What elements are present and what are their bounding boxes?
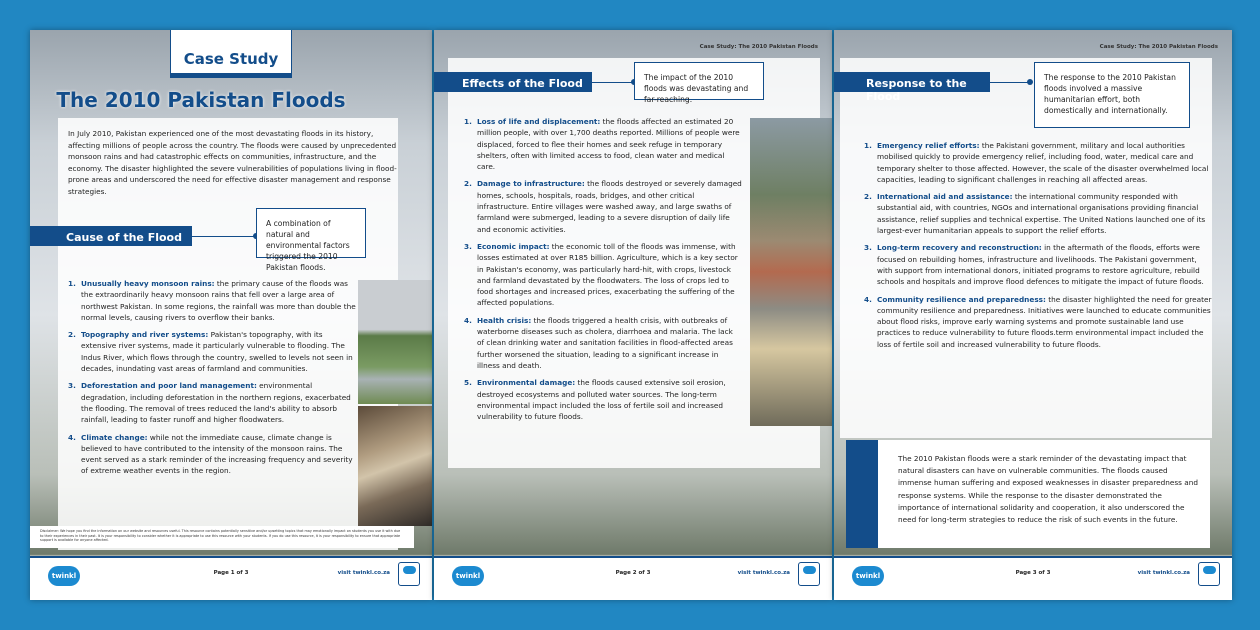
page-number: Page 2 of 3: [615, 570, 651, 576]
quality-badge-icon: [1198, 562, 1220, 586]
item-text: the disaster highlighted the need for greater community resilience and preparedness. Initiatives were launched to educate communities about flood risks, improve early warning systems and promote sustainable land use practices to reduce vulnerability to future floods.term environmental impact included the loss of fertile soil and increased vulnerability to future floods.: [877, 294, 1212, 349]
torrent-photo: [358, 406, 432, 526]
quality-badge-icon: [398, 562, 420, 586]
item-heading: Topography and river systems:: [81, 330, 209, 340]
callout-box: A combination of natural and environmental factors triggered the 2010 Pakistan floods.: [256, 208, 366, 258]
flood-walkers-photo: [358, 280, 432, 404]
conclusion-accent: [846, 440, 878, 548]
intro-text: In July 2010, Pakistan experienced one of the most devastating floods in its history, affecting millions of people across the country. The floods were caused by unprecedented monsoon rains and had catastrophic effects on communities, infrastructure, and the economy. The disaster highlighted the severe vulnerabilities of populations living in flood-prone areas and underscored the need for effective disaster management and response strategies.: [68, 129, 397, 196]
page-number: Page 3 of 3: [1015, 570, 1051, 576]
list-item: [864, 191, 1214, 236]
list-item: [68, 278, 360, 323]
page-title: The 2010 Pakistan Floods: [56, 88, 346, 112]
page-footer: [834, 556, 1232, 600]
response-list: [864, 140, 1214, 356]
page-footer: [434, 556, 832, 600]
list-item: [864, 294, 1214, 350]
flooded-village-photo: [750, 118, 832, 426]
list-item: [68, 329, 360, 374]
callout-box: The response to the 2010 Pakistan floods involved a massive humanitarian effort, both domestically and internationally.: [1034, 62, 1190, 128]
quality-badge-icon: [798, 562, 820, 586]
item-number: 3.: [464, 241, 472, 251]
connector-dot: [1027, 79, 1033, 85]
item-heading: Climate change:: [81, 432, 148, 442]
item-number: 2.: [464, 179, 472, 189]
list-item: [464, 241, 742, 309]
item-number: 5.: [464, 378, 472, 388]
connector: [990, 82, 1030, 83]
list-item: [464, 116, 742, 172]
section-heading: Cause of the Flood: [30, 226, 192, 246]
item-heading: Long-term recovery and reconstruction:: [877, 243, 1042, 253]
item-text: the floods affected an estimated 20 million people, with over 1,700 deaths reported. Millions of people were displaced, forced to flee their homes and seek refuge in temporary shelters, often with limited access to food, clean water and medical care.: [477, 117, 740, 172]
section-heading: Effects of the Flood: [434, 72, 592, 92]
item-text: the economic toll of the floods was immense, with losses estimated at over R185 billion. Agriculture, which is a key sector in Pakistan's economy, was particularly hard-hit, with crops, livestock and farmland devastated by the floodwaters. The loss of crops led to food shortages and increased prices, exacerbating the suffering of the affected populations.: [477, 241, 738, 308]
list-item: [68, 432, 360, 477]
item-number: 4.: [864, 294, 872, 304]
item-heading: Damage to infrastructure:: [477, 179, 585, 189]
page-3: [834, 30, 1232, 600]
conclusion-box: [846, 440, 1210, 548]
list-item: [68, 380, 360, 425]
item-text: the primary cause of the floods was the extraordinarily heavy monsoon rains that fell over a large area of northwest Pakistan. In some regions, the rainfall was more than double the normal levels, causing rivers to overflow their banks.: [81, 279, 356, 322]
kicker-box: [170, 30, 292, 78]
list-item: [864, 242, 1214, 287]
item-heading: Emergency relief efforts:: [877, 141, 980, 150]
item-text: the floods destroyed or severely damaged homes, schools, hospitals, roads, bridges, and other critical infrastructure. Entire villages were washed away, and large swaths of farmland were submerged, leading to a severe disruption of daily life and economic activities.: [477, 179, 742, 234]
page-2: [434, 30, 832, 600]
list-item: [864, 140, 1214, 185]
connector: [192, 236, 256, 237]
item-number: 2.: [864, 192, 872, 202]
item-number: 1.: [464, 117, 472, 126]
item-number: 2.: [68, 330, 76, 340]
item-number: 4.: [464, 315, 472, 325]
visit-link[interactable]: visit twinkl.co.za: [1137, 570, 1190, 576]
section-heading: Response to the Flood: [834, 72, 990, 92]
list-item: [464, 178, 742, 234]
item-heading: Unusually heavy monsoon rains:: [81, 279, 215, 288]
page-footer: [30, 556, 432, 600]
twinkl-logo: twinkl: [48, 566, 80, 586]
item-text: the international community responded with substantial aid, with countries, NGOs and international organisations providing financial assistance, relief supplies and technical expertise. The United Nations launched one of its largest-ever humanitarian appeals to support the relief efforts.: [877, 192, 1206, 236]
item-number: 1.: [864, 141, 872, 150]
item-heading: Community resilience and preparedness:: [877, 294, 1046, 304]
item-heading: Deforestation and poor land management:: [81, 381, 257, 391]
disclaimer: Disclaimer: We hope you find the information on our website and resources useful. This resource contains potentially sensitive and/or upsetting topics that may emotionally impact on students you use it with due to their experiences in their past. It is your responsibility to consider whether it is appropriate to use this resource with your students. If you do use this resource, it is your responsibility to ensure that appropriate support is available for anyone affected.: [30, 526, 414, 548]
item-text: in the aftermath of the floods, efforts were focused on rebuilding homes, infrastructure and livelihoods. The Pakistani government, with support from international donors, initiated programs to restore agriculture, rebuild schools and hospitals and improve flood defences to mitigate the impact of future floods.: [877, 243, 1204, 287]
twinkl-logo: twinkl: [852, 566, 884, 586]
item-heading: Environmental damage:: [477, 378, 576, 388]
item-text: the floods caused extensive soil erosion, destroyed ecosystems and polluted water sources. The long-term environmental impact included the loss of fertile soil and increased vulnerability to future floods.: [477, 378, 726, 422]
item-number: 3.: [68, 381, 76, 391]
list-item: [464, 315, 742, 371]
twinkl-logo: twinkl: [452, 566, 484, 586]
connector: [592, 82, 634, 83]
page-1: [30, 30, 432, 600]
effects-list: [464, 116, 742, 428]
item-number: 4.: [68, 432, 76, 442]
list-item: [464, 377, 742, 422]
page-number: Page 1 of 3: [213, 570, 249, 576]
item-text: Pakistan's topography, with its extensive river systems, made it particularly vulnerable to flooding. The Indus River, which flows through the country, swelled to levels not seen in decades, inundating vast areas of farmland and communities.: [81, 330, 353, 374]
item-heading: International aid and assistance:: [877, 192, 1013, 202]
item-heading: Loss of life and displacement:: [477, 117, 601, 126]
item-text: the floods triggered a health crisis, with outbreaks of waterborne diseases such as cholera, diarrhoea and malaria. The lack of clean drinking water and sanitation facilities in flood-affected areas further worsened the situation, leading to a significant increase in illness and death.: [477, 315, 733, 370]
visit-link[interactable]: visit twinkl.co.za: [337, 570, 390, 576]
item-text: environmental degradation, including deforestation in the northern regions, exacerbated the flooding. The removal of trees reduced the land's ability to absorb rainfall, leading to faster runoff and higher floodwaters.: [81, 381, 351, 425]
running-header: Case Study: The 2010 Pakistan Floods: [1099, 44, 1218, 50]
item-text: while not the immediate cause, climate change is believed to have contributed to the intensity of the monsoon rains. The event served as a stark reminder of the increasing frequency and severity of extreme weather events in the region.: [81, 432, 353, 476]
item-heading: Economic impact:: [477, 241, 550, 251]
visit-link[interactable]: visit twinkl.co.za: [737, 570, 790, 576]
running-header: Case Study: The 2010 Pakistan Floods: [699, 44, 818, 50]
item-heading: Health crisis:: [477, 315, 532, 325]
kicker: Case Study: [183, 50, 279, 68]
callout-box: The impact of the 2010 floods was devastating and far-reaching.: [634, 62, 764, 100]
item-text: the Pakistani government, military and local authorities mobilised quickly to provide emergency relief, including food, water, medical care and temporary shelter to those affected. However, the scale of the disaster overwhelmed local capacities, leading to significant challenges in reaching all affected areas.: [877, 141, 1209, 184]
cause-list: [68, 278, 360, 483]
conclusion-text: The 2010 Pakistan floods were a stark reminder of the devastating impact that natural disasters can have on vulnerable communities. The floods caused immense human suffering and exposed weaknesses in disaster preparedness and response systems. While the response to the disaster demonstrated the importance of international solidarity and cooperation, it also underscored the need for long-term strategies to reduce the risk of such events in the future.: [898, 454, 1198, 525]
item-number: 3.: [864, 243, 872, 253]
item-number: 1.: [68, 279, 76, 288]
